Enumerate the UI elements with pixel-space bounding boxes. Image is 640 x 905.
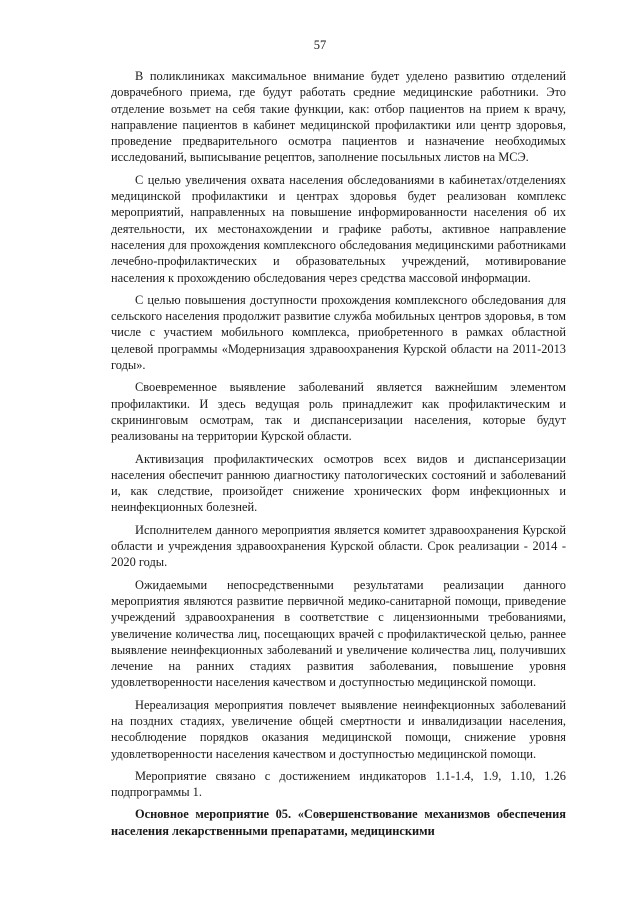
body-text: [111, 68, 566, 845]
section-heading: Основное мероприятие 05. «Совершенствование механизмов обеспечения населения лекарственными препаратами, медицинскими: [111, 807, 566, 838]
paragraph-6: Исполнителем данного мероприятия является комитет здравоохранения Курской области и учреждения здравоохранения Курской области. Срок реализации - 2014 - 2020 годы.: [111, 522, 566, 570]
paragraph-2: С целью увеличения охвата населения обследованиями в кабинетах/отделениях медицинской профилактики и центрах здоровья будет реализован комплекс мероприятий, направленных на повышение информированности населения об их деятельности, их местонахождении и графике работы, активное направление населения для прохождения комплексного обследования медицинскими работниками лечебно-профилактических и образовательных учреждений, мотивирование населения к прохождению обследования через средства массовой информации.: [111, 172, 566, 285]
paragraph-5: Активизация профилактических осмотров всех видов и диспансеризации населения обеспечит раннюю диагностику патологических состояний и заболеваний и, как следствие, произойдет снижение хронических форм инфекционных и неинфекционных болезней.: [111, 451, 566, 515]
paragraph-8: Нереализация мероприятия повлечет выявление неинфекционных заболеваний на поздних стадиях, увеличение общей смертности и инвалидизации населения, несоблюдение порядков оказания медицинской помощи, снижение уровня удовлетворенности населения качеством и доступностью медицинской помощи.: [111, 697, 566, 761]
paragraph-1: В поликлиниках максимальное внимание будет уделено развитию отделений доврачебного приема, где будут работать средние медицинские работники. Это отделение возьмет на себя такие функции, как: отбор пациентов на прием к врачу, направление пациентов в кабинет медицинской профилактики или центр здоровья, проведение предварительного осмотра пациентов и назначение необходимых исследований, выписывание рецептов, заполнение посыльных листов на МСЭ.: [111, 69, 566, 165]
paragraph-3: С целью повышения доступности прохождения комплексного обследования для сельского населения продолжит развитие служба мобильных центров здоровья, в том числе с участием мобильного комплекса, приобретенного в рамках областной целевой программы «Модернизация здравоохранения Курской области на 2011-2013 годы».: [111, 292, 566, 373]
page-number: 57: [313, 38, 327, 52]
paragraph-7: Ожидаемыми непосредственными результатами реализации данного мероприятия являются развитие первичной медико-санитарной помощи, приведение учреждений здравоохранения в соответствие с лицензионными требованиями, увеличение количества лиц, посещающих врачей с профилактической целью, раннее выявление неинфекционных заболеваний и увеличение количества лиц, получивших лечение на ранних стадиях развития заболевания, повышение уровня удовлетворенности населения качеством и доступностью медицинской помощи.: [111, 577, 566, 690]
paragraph-9: Мероприятие связано с достижением индикаторов 1.1-1.4, 1.9, 1.10, 1.26 подпрограммы 1.: [111, 768, 566, 800]
paragraph-4: Своевременное выявление заболеваний является важнейшим элементом профилактики. И здесь ведущая роль принадлежит как профилактическим и скрининговым осмотрам, так и диспансеризации населения, которые будут реализованы на территории Курской области.: [111, 380, 566, 444]
